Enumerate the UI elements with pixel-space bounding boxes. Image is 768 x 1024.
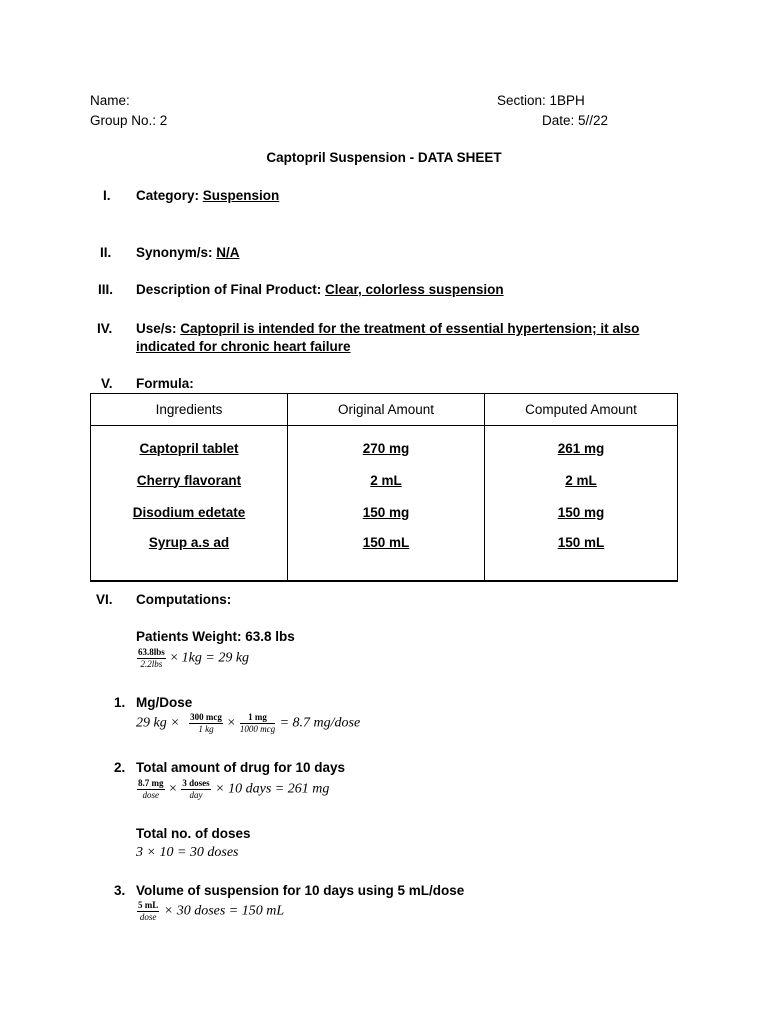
computed-amount-cell: 150 mg	[485, 496, 678, 528]
equation-lead: 29 kg ×	[136, 715, 180, 731]
ingredient-cell: Captopril tablet	[91, 426, 288, 465]
section-numeral: V.	[101, 376, 113, 391]
table-row	[91, 496, 678, 528]
fraction-denominator: dose	[142, 790, 159, 800]
original-amount-cell: 150 mL	[288, 528, 485, 581]
column-header: Computed Amount	[485, 394, 678, 426]
fraction-numerator: 300 mcg	[190, 712, 222, 722]
description-label: Description of Final Product:	[136, 282, 326, 297]
total-doses-equation: 3 × 10 = 30 doses	[136, 845, 239, 860]
formula-label: Formula:	[136, 376, 194, 391]
date-label: Date: 5//22	[542, 113, 609, 128]
equation-fraction	[181, 779, 210, 800]
category-value: Suspension	[202, 188, 280, 203]
category-label: Category:	[136, 188, 203, 203]
fraction-numerator: 5 mL	[138, 900, 159, 910]
group-label: Group No.: 2	[90, 113, 168, 128]
total-doses-title: Total no. of doses	[136, 826, 251, 841]
patient-weight-title: Patients Weight: 63.8 lbs	[136, 629, 295, 644]
synonyms-label: Synonym/s:	[136, 245, 217, 260]
fraction-denominator: 1 kg	[198, 724, 214, 734]
equation-fraction	[137, 901, 159, 922]
fraction-numerator: 63.8lbs	[138, 647, 165, 657]
fraction-denominator: dose	[139, 912, 157, 922]
uses-label: Use/s:	[136, 321, 181, 336]
total-drug-equation	[136, 779, 329, 800]
uses-value-line1: Captopril is intended for the treatment of essential hypertension; it also	[180, 321, 640, 336]
equation-fraction	[189, 713, 223, 734]
column-header: Ingredients	[91, 394, 288, 426]
category-item	[136, 188, 279, 203]
weight-result: 1kg = 29 kg	[181, 650, 250, 666]
column-header: Original Amount	[288, 394, 485, 426]
times-sign: ×	[227, 715, 236, 731]
original-amount-cell: 270 mg	[288, 426, 485, 465]
equation-fraction	[240, 713, 275, 734]
step-number: 1.	[114, 695, 126, 710]
section-numeral: IV.	[97, 321, 113, 336]
equation-result: = 8.7 mg/dose	[279, 715, 361, 731]
section-numeral: II.	[100, 245, 112, 260]
computed-amount-cell: 261 mg	[485, 426, 678, 465]
fraction-numerator: 1 mg	[240, 713, 275, 724]
table-header-row	[91, 394, 678, 426]
fraction-numerator: 8.7 mg	[138, 778, 164, 788]
step-title: Volume of suspension for 10 days using 5 mL/dose	[136, 883, 465, 898]
original-amount-cell: 150 mg	[288, 496, 485, 528]
section-numeral: III.	[98, 282, 114, 297]
step-number: 3.	[114, 883, 126, 898]
table-row	[91, 464, 678, 496]
ingredient-cell: Disodium edetate	[91, 496, 288, 528]
mg-per-dose-equation	[136, 713, 360, 734]
fraction-denominator: day	[189, 790, 203, 800]
formula-table	[90, 393, 678, 582]
fraction-denominator: 2.2lbs	[140, 659, 163, 669]
computations-label: Computations:	[136, 592, 232, 607]
fraction-denominator: 1000 mcg	[239, 724, 276, 734]
table-row	[91, 426, 678, 465]
equation-result: × 10 days = 261 mg	[215, 781, 330, 797]
computed-amount-cell: 150 mL	[485, 528, 678, 581]
step-number: 2.	[114, 760, 126, 775]
section-label: Section: 1BPH	[497, 93, 585, 108]
description-item	[136, 282, 504, 297]
equation-result: × 30 doses = 150 mL	[163, 903, 285, 919]
fraction-numerator: 3 doses	[182, 778, 210, 788]
description-value: Clear, colorless suspension	[325, 282, 504, 297]
equation-fraction	[137, 779, 165, 800]
ingredient-cell: Syrup a.s ad	[91, 528, 288, 581]
times-sign: ×	[170, 650, 179, 666]
section-numeral: I.	[103, 188, 111, 203]
synonyms-item	[136, 245, 240, 260]
name-label: Name:	[90, 93, 130, 108]
step-title: Total amount of drug for 10 days	[136, 760, 346, 775]
synonyms-value: N/A	[216, 245, 240, 260]
times-sign: ×	[169, 781, 177, 797]
step-title: Mg/Dose	[136, 695, 193, 710]
weight-equation	[136, 648, 249, 669]
volume-equation	[136, 901, 284, 922]
computed-amount-cell: 2 mL	[485, 464, 678, 496]
ingredient-cell: Cherry flavorant	[91, 464, 288, 496]
uses-value-line2: indicated for chronic heart failure	[136, 339, 351, 354]
uses-item	[136, 321, 639, 336]
page-title: Captopril Suspension - DATA SHEET	[266, 150, 502, 165]
section-numeral: VI.	[96, 592, 113, 607]
original-amount-cell: 2 mL	[288, 464, 485, 496]
table-row	[91, 528, 678, 581]
weight-fraction	[137, 648, 166, 669]
